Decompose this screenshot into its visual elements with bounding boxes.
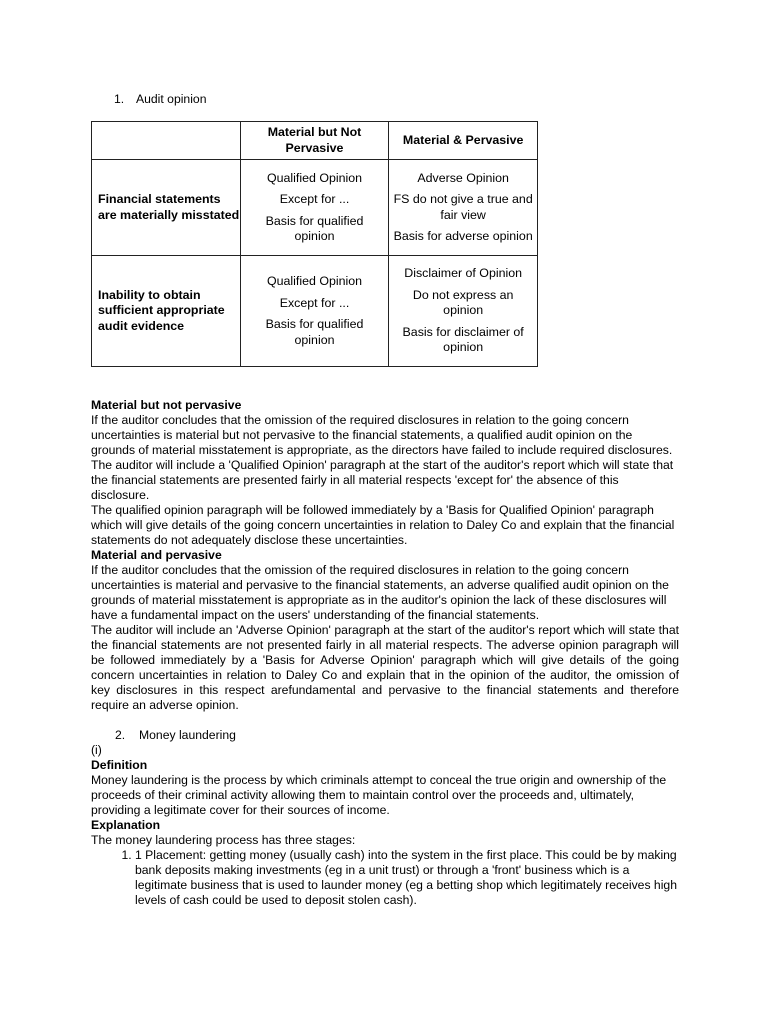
cell-line: Adverse Opinion [417, 170, 509, 185]
cell-line: Do not express an opinion [412, 287, 514, 318]
section-number: 2. [115, 728, 126, 742]
section-title: Audit opinion [136, 92, 207, 106]
cell-line: Qualified Opinion [266, 274, 363, 288]
row-header-inability: Inability to obtain sufficient appropriate audit evidence [92, 256, 241, 367]
cell-line: Basis for qualified opinion [265, 317, 364, 347]
section-heading-money-laundering [91, 728, 679, 743]
heading-explanation: Explanation [91, 818, 161, 832]
paragraph: Money laundering is the process by which criminals attempt to conceal the true origin and ownership of the proceeds of their criminal activity allowing them to maintain control over the proceeds and, ultimately, providing a legitimate cover for their sources of income. [91, 773, 667, 817]
heading-material-not-pervasive: Material but not pervasive [91, 398, 242, 412]
paragraph: The qualified opinion paragraph will be followed immediately by a 'Basis for Qualified Opinion' paragraph which will give details of the going concern uncertainties in relation to Daley Co and explain that the financial statements do not adequately disclose these uncertainties. [91, 503, 675, 547]
paragraph: The auditor will include a 'Qualified Opinion' paragraph at the start of the auditor's report which will state that the financial statements are presented fairly in all material respects 'except for' the absence of this disclosure. [91, 458, 674, 502]
heading-definition: Definition [91, 758, 148, 772]
audit-opinion-table [91, 121, 538, 367]
table-row [92, 256, 538, 367]
paragraph: The money laundering process has three stages: [91, 833, 356, 847]
col-header-material-not-pervasive: Material but Not Pervasive [240, 122, 389, 160]
section-heading-audit-opinion [114, 92, 206, 107]
cell-line: FS do not give a true and fair view [393, 192, 533, 222]
body-text [91, 398, 679, 908]
paragraph: The auditor will include an 'Adverse Opinion' paragraph at the start of the auditor's report which will state that the financial statements are not presented fairly in all material respects. The adverse opinion paragraph will be followed immediately by a 'Basis for Adverse Opinion' paragraph which will give details of the going concern uncertainties in relation to Daley Co and explain that in the opinion of the auditor, the omission of key disclosures in this respect arefundamental and pervasive to the financial statements and therefore require an adverse opinion. [91, 623, 679, 712]
row-header-misstated: Financial statements are materially misstated [92, 160, 241, 256]
table-row [92, 160, 538, 256]
cell-inability-mp [389, 256, 538, 367]
cell-line: Basis for qualified opinion [265, 213, 364, 243]
cell-line: Except for ... [279, 192, 350, 206]
section-number: 1. [114, 92, 125, 106]
cell-line: Qualified Opinion [266, 170, 363, 185]
paragraph: If the auditor concludes that the omission of the required disclosures in relation to the going concern uncertainties is material and pervasive to the financial statements, an adverse qualified audit opinion on the grounds of material misstatement is appropriate as in the auditor's opinion the lack of these disclosures will have a fundamental impact on the users' understanding of the financial statements. [91, 563, 669, 622]
cell-misstated-mp [389, 160, 538, 256]
paragraph: If the auditor concludes that the omission of the required disclosures in relation to the going concern uncertainties is material but not pervasive to the financial statements, a qualified audit opinion on the grounds of material misstatement is appropriate, as the directors have failed to include required disclosures. [91, 413, 673, 457]
cell-line: Except for ... [279, 295, 350, 310]
cell-inability-mnp [240, 256, 389, 367]
cell-misstated-mnp [240, 160, 389, 256]
sub-label: (i) [91, 743, 102, 757]
section-title: Money laundering [139, 728, 236, 742]
cell-line: Basis for adverse opinion [393, 229, 533, 243]
col-header-material-pervasive: Material & Pervasive [389, 122, 538, 160]
stages-list [91, 848, 679, 908]
heading-material-pervasive: Material and pervasive [91, 548, 222, 562]
list-item: 1. 1 Placement: getting money (usually cash) into the system in the first place. This could be by making bank deposits making investments (eg in a unit trust) or through a 'front' business which is a legitimate business that is used to launder money (eg a betting shop which legitimately receives high levels of cash could be used to deposit stolen cash). [135, 848, 679, 908]
cell-line: Disclaimer of Opinion [404, 266, 523, 281]
cell-line: Basis for disclaimer of opinion [402, 324, 524, 355]
table-corner-cell [92, 122, 241, 160]
